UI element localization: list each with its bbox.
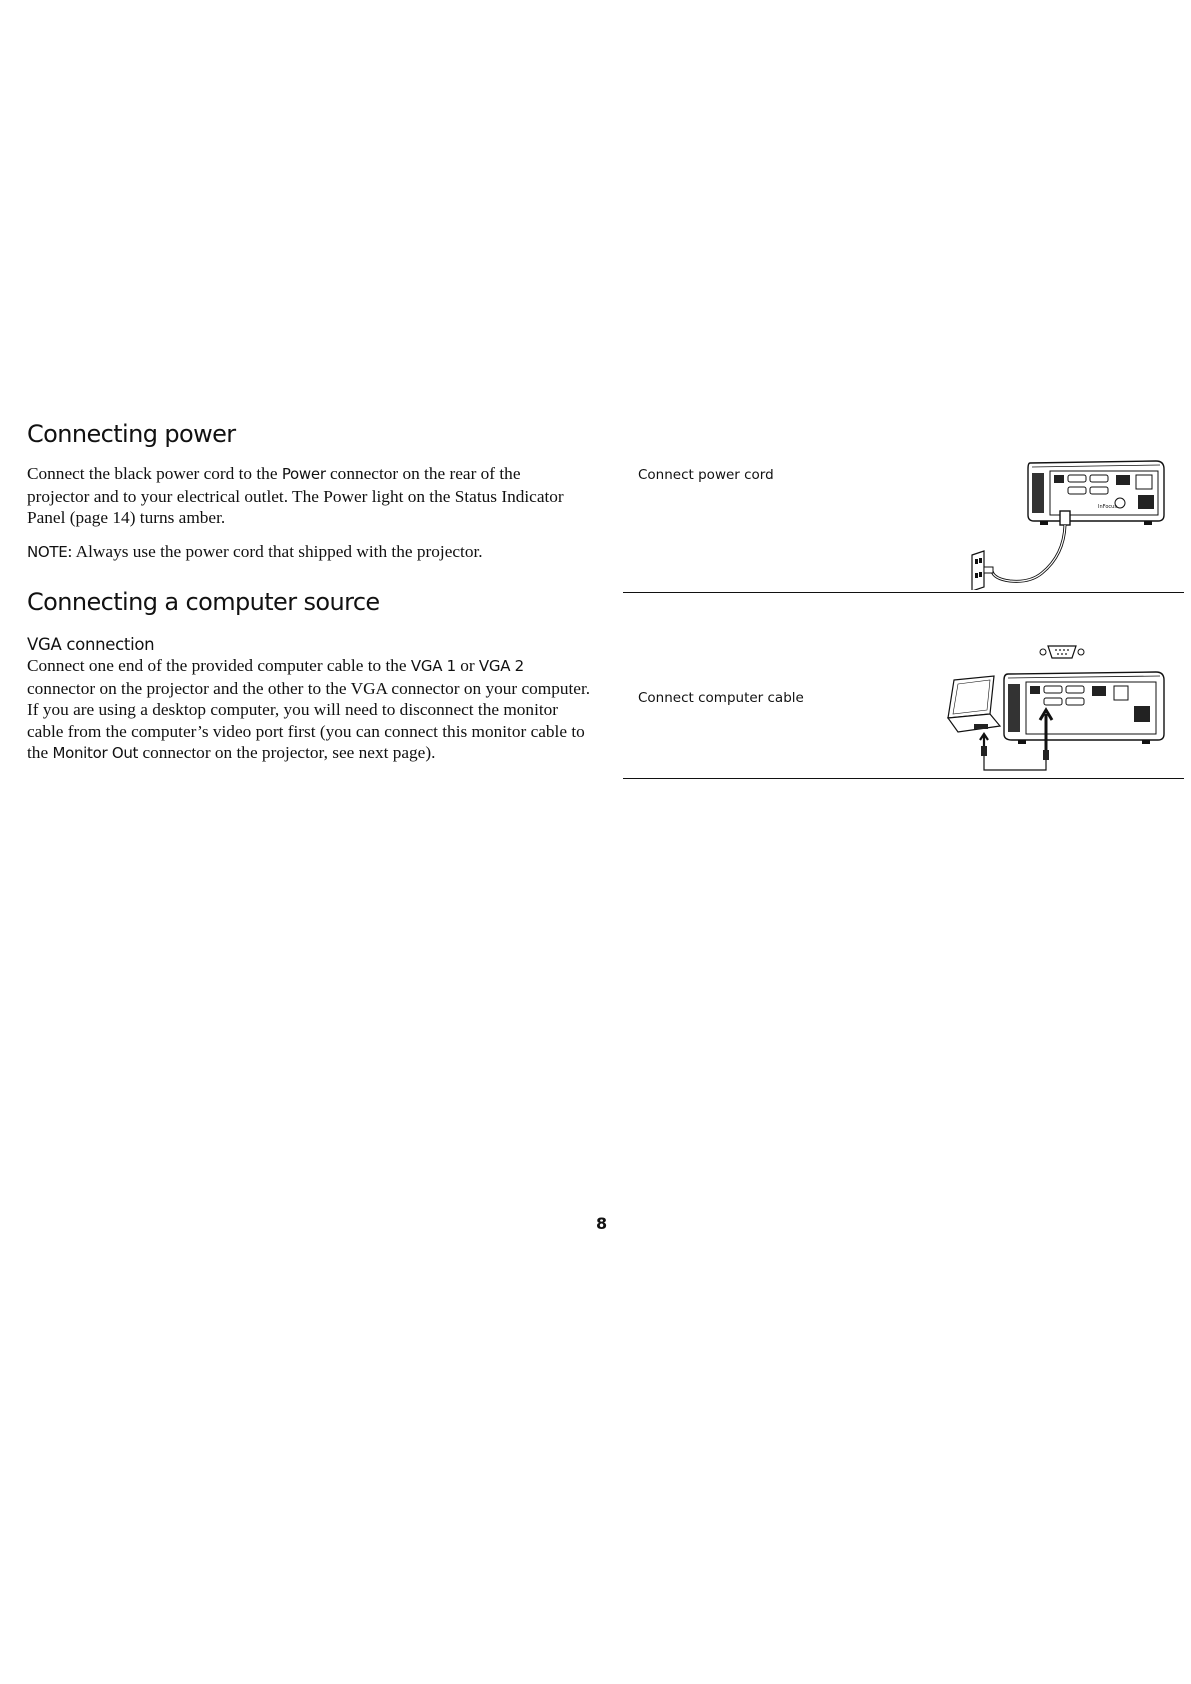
- power-term: Power: [281, 465, 326, 483]
- page-number: 8: [596, 1214, 608, 1233]
- power-note: NOTE: Always use the power cord that shipped with the projector.: [27, 542, 483, 561]
- projector-brand-label: InFocus: [1098, 504, 1117, 510]
- heading-vga-connection: VGA connection: [27, 635, 155, 654]
- heading-connecting-computer: Connecting a computer source: [27, 588, 380, 616]
- power-paragraph: Connect the black power cord to the Power connector on the rear of the projector and to your electrical outlet. The Power light on the Status Indicator Panel (page 14) turns amber.: [27, 464, 564, 528]
- figure-divider-2: [623, 778, 1184, 779]
- vga1-term: VGA 1: [410, 657, 456, 675]
- power-cord-illustration: [960, 455, 1170, 590]
- vga2-term: VGA 2: [478, 657, 524, 675]
- note-label: NOTE: [27, 543, 68, 561]
- figure-divider-1: [623, 592, 1184, 593]
- heading-connecting-power: Connecting power: [27, 420, 236, 448]
- caption-connect-power: Connect power cord: [638, 467, 774, 483]
- monitor-out-term: Monitor Out: [52, 744, 139, 763]
- vga-paragraph: Connect one end of the provided computer cable to the VGA 1 or VGA 2 connector on the projector and the other to the VGA connector on your computer. If you are using a desktop computer, you will need to disconnect the monitor cable from the computer’s video port first (you can connect this monitor cable to the Monitor Out connector on the projector, see next page).: [27, 656, 591, 763]
- computer-cable-illustration: [938, 640, 1168, 778]
- caption-connect-computer: Connect computer cable: [638, 690, 804, 706]
